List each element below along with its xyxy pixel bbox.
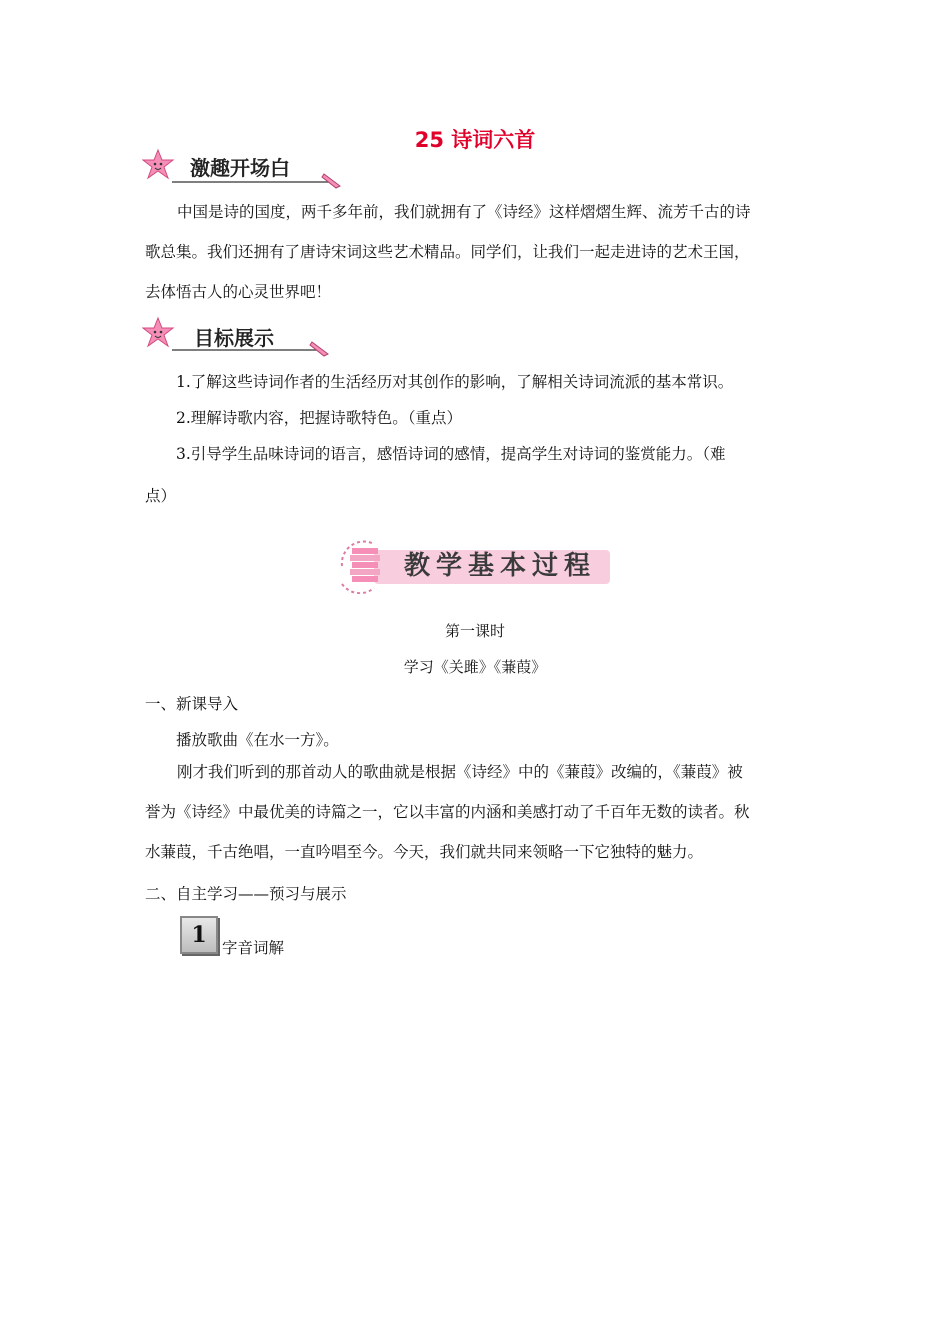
goal-item: 1.了解这些诗词作者的生活经历对其创作的影响，了解相关诗词流派的基本常识。 — [176, 373, 734, 391]
lesson-topic: 学习《关雎》《蒹葭》 — [403, 658, 547, 676]
paragraph-line: 去体悟古人的心灵世界吧！ — [145, 283, 332, 301]
paragraph-line: 中国是诗的国度，两千多年前，我们就拥有了《诗经》这样熠熠生辉、流芳千古的诗 — [177, 203, 751, 221]
section-heading-intro: 激趣开场白 — [190, 156, 290, 180]
section-banner-goals — [142, 314, 342, 358]
goal-item: 2.理解诗歌内容，把握诗歌特色。（重点） — [176, 409, 463, 427]
part1-paragraph — [145, 752, 810, 872]
intro-paragraph — [145, 192, 810, 312]
goal-item: 3.引导学生品味诗词的语言，感悟诗词的感情，提高学生对诗词的鉴赏能力。（难 — [176, 445, 726, 463]
paragraph-line: 誉为《诗经》中最优美的诗篇之一，它以丰富的内涵和美感打动了千百年无数的读者。秋 — [145, 803, 750, 821]
song-line: 播放歌曲《在水一方》。 — [176, 731, 339, 749]
part1-heading: 一、新课导入 — [145, 695, 239, 713]
goal-item: 点） — [145, 487, 177, 505]
step-label: 字音词解 — [222, 939, 285, 957]
page-title: 25 诗词六首 — [414, 128, 536, 152]
section-heading-goals: 目标展示 — [194, 326, 274, 350]
step-number-badge: 1 — [180, 916, 218, 954]
process-heading: 教学基本过程 — [404, 551, 597, 581]
paragraph-line: 歌总集。我们还拥有了唐诗宋词这些艺术精品。同学们，让我们一起走进诗的艺术王国， — [145, 243, 750, 261]
lesson-label: 第一课时 — [444, 622, 505, 640]
part2-heading: 二、自主学习——预习与展示 — [145, 885, 347, 903]
paragraph-line: 水蒹葭，千古绝唱，一直吟唱至今。今天，我们就共同来领略一下它独特的魅力。 — [145, 843, 704, 861]
process-banner — [334, 536, 614, 594]
section-banner-intro — [142, 146, 352, 190]
paragraph-line: 刚才我们听到的那首动人的歌曲就是根据《诗经》中的《蒹葭》改编的，《蒹葭》被 — [177, 763, 743, 781]
